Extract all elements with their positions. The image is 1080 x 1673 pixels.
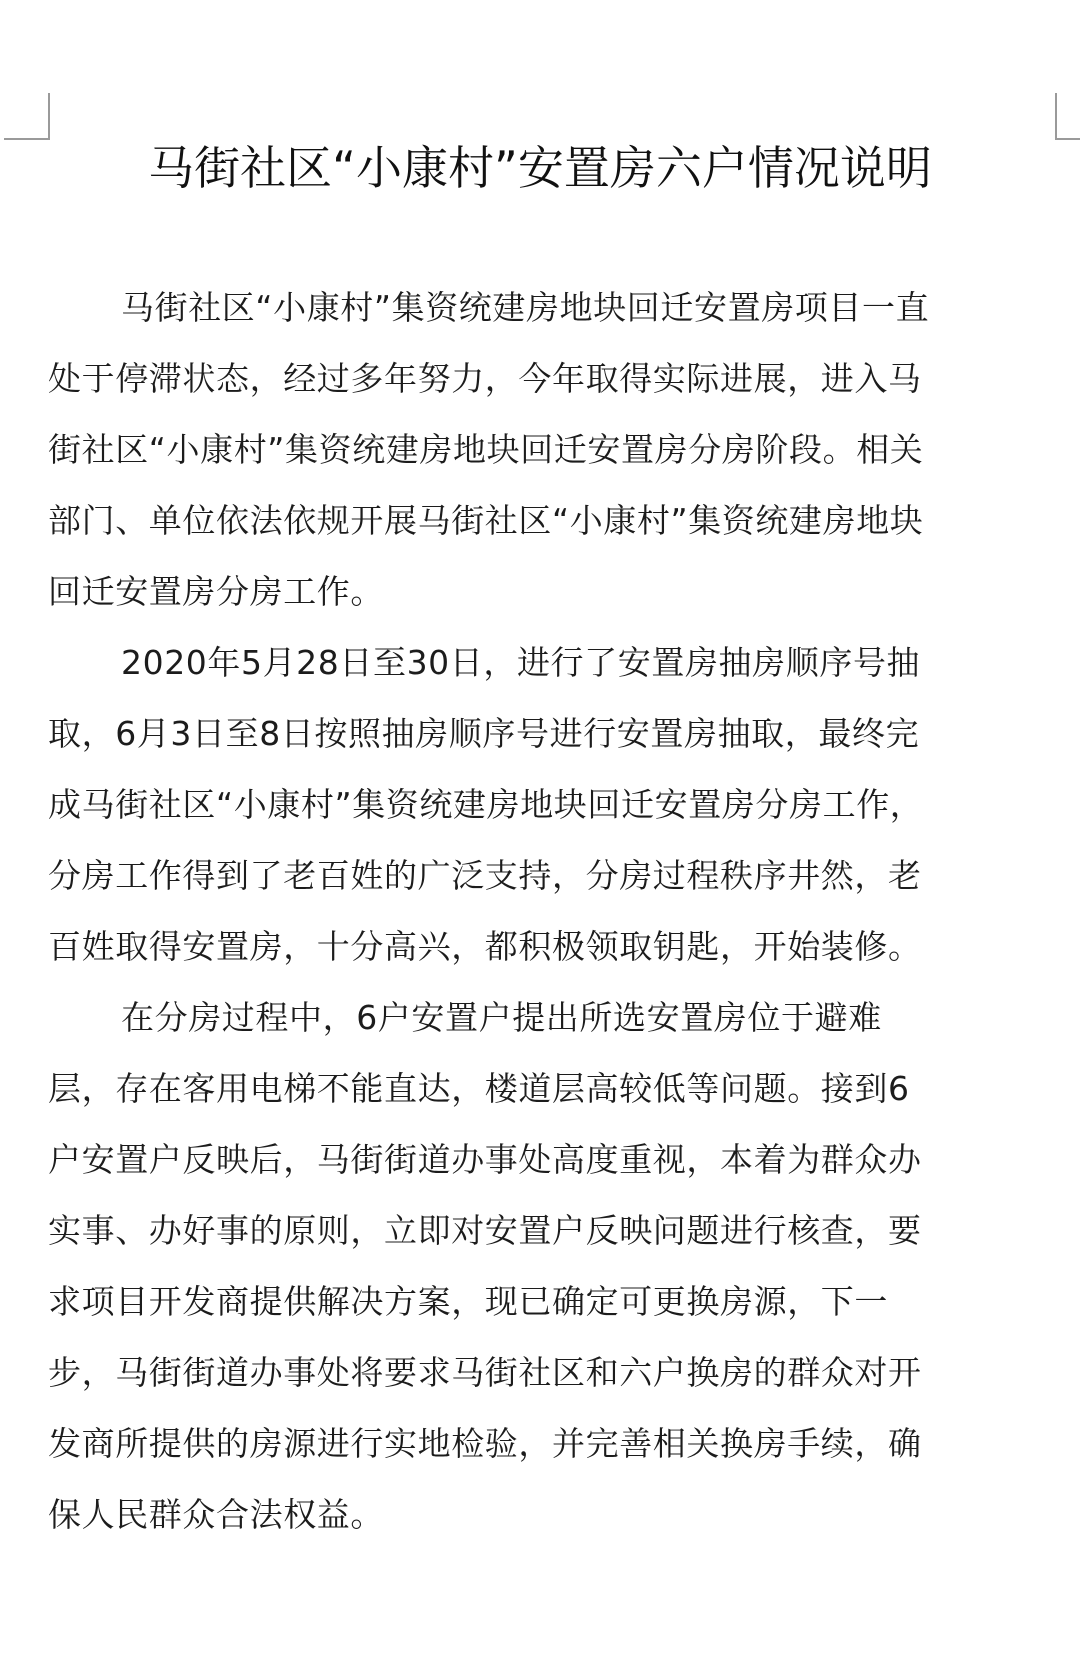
paragraph-1-line-5: 回迁安置房分房工作。 <box>48 572 384 611</box>
document-body <box>48 272 1048 1550</box>
paragraph-2-line-3: 成马街社区“小康村”集资统建房地块回迁安置房分房工作， <box>48 785 924 824</box>
paragraph-2-line-2: 取，6月3日至8日按照抽房顺序号进行安置房抽取，最终完 <box>48 714 920 753</box>
paragraph-1-line-2: 处于停滞状态，经过多年努力，今年取得实际进展，进入马 <box>48 359 922 398</box>
paragraph-2-line-4: 分房工作得到了老百姓的广泛支持，分房过程秩序井然，老 <box>48 856 922 895</box>
paragraph-3-line-1: 在分房过程中，6户安置户提出所选安置房位于避难 <box>121 998 882 1037</box>
paragraph-3-line-5: 求项目开发商提供解决方案，现已确定可更换房源，下一 <box>48 1282 888 1321</box>
page-corner-mark-left <box>4 93 50 140</box>
paragraph-3-line-3: 户安置户反映后，马街街道办事处高度重视，本着为群众办 <box>48 1140 922 1179</box>
page-corner-mark-right <box>1055 93 1080 140</box>
paragraph-2-line-5: 百姓取得安置房，十分高兴，都积极领取钥匙，开始装修。 <box>48 927 922 966</box>
paragraph-2-line-1: 2020年5月28日至30日，进行了安置房抽房顺序号抽 <box>121 643 921 682</box>
paragraph-1-line-4: 部门、单位依法依规开展马街社区“小康村”集资统建房地块 <box>48 501 924 540</box>
paragraph-3-line-4: 实事、办好事的原则，立即对安置户反映问题进行核查，要 <box>48 1211 922 1250</box>
paragraph-3-line-8: 保人民群众合法权益。 <box>48 1495 384 1534</box>
paragraph-3-line-6: 步，马街街道办事处将要求马街社区和六户换房的群众对开 <box>48 1353 922 1392</box>
paragraph-1-line-1: 马街社区“小康村”集资统建房地块回迁安置房项目一直 <box>121 288 930 327</box>
paragraph-3-line-2: 层，存在客用电梯不能直达，楼道层高较低等问题。接到6 <box>48 1069 910 1108</box>
document-title: 马街社区“小康村”安置房六户情况说明 <box>148 141 932 195</box>
paragraph-1-line-3: 街社区“小康村”集资统建房地块回迁安置房分房阶段。相关 <box>48 430 924 469</box>
paragraph-3-line-7: 发商所提供的房源进行实地检验，并完善相关换房手续，确 <box>48 1424 922 1463</box>
